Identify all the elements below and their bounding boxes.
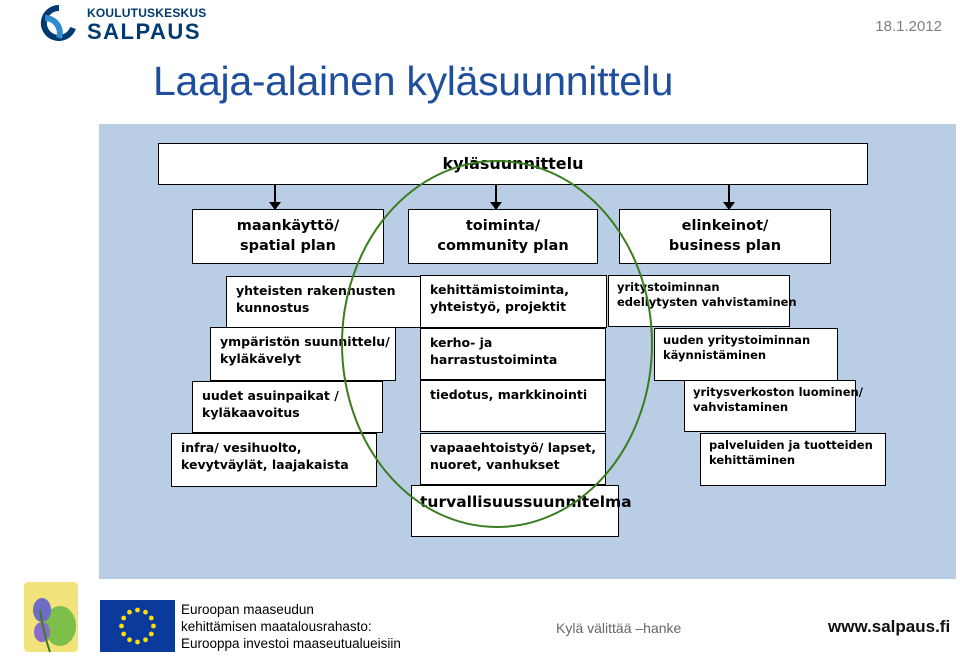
item-line: käynnistäminen (663, 348, 767, 362)
item-line: infra/ vesihuolto, (181, 440, 302, 455)
eu-flag-icon (100, 600, 175, 652)
item-line: yhteistyö, projektit (430, 299, 567, 314)
item-business-3 (684, 380, 863, 432)
item-line: yritysverkoston luominen/ (693, 385, 863, 399)
eu-text-line: kehittämisen maatalousrahasto: (181, 619, 372, 634)
item-line: ympäristön suunnittelu/ (220, 334, 390, 349)
item-line: vapaaehtoistyö/ lapset, (430, 440, 597, 455)
flower-icon (20, 580, 82, 654)
paijat-hame-logo (20, 580, 82, 654)
header-line: business plan (668, 238, 782, 254)
item-line: uuden yritystoiminnan (663, 333, 811, 347)
slide-date: 18.1.2012 (875, 18, 942, 35)
item-business-1 (608, 275, 797, 327)
header-line: maankäyttö/ (236, 218, 340, 234)
item-line: uudet asuinpaikat / (202, 388, 339, 403)
item-line: kunnostus (236, 300, 310, 315)
item-community-3 (420, 380, 606, 432)
item-line: edellytysten vahvistaminen (617, 295, 797, 309)
item-line: palveluiden ja tuotteiden (709, 438, 873, 452)
header-line: toiminta/ (465, 218, 541, 234)
item-line: kehittämistoiminta, (430, 282, 569, 297)
final-label: turvallisuussuunnitelma (420, 493, 632, 511)
header-spatial-plan (192, 209, 384, 264)
item-business-2 (654, 328, 838, 381)
item-line: harrastustoiminta (430, 352, 558, 367)
slide-title: Laaja-alainen kyläsuunnittelu (153, 58, 674, 104)
header-line: elinkeinot/ (681, 218, 769, 234)
item-spatial-3 (192, 381, 383, 433)
salpaus-logo (35, 4, 205, 42)
item-line: vahvistaminen (693, 400, 789, 414)
item-community-1 (420, 275, 607, 328)
top-label: kyläsuunnittelu (442, 154, 584, 173)
project-name: Kylä välittää –hanke (556, 620, 682, 636)
eu-text-line: Euroopan maaseudun (181, 602, 314, 617)
item-line: kyläkävelyt (220, 351, 301, 366)
item-line: kerho- ja (430, 335, 493, 350)
item-community-4 (420, 433, 606, 485)
website-link[interactable]: www.salpaus.fi (828, 617, 951, 636)
turvallisuussuunnitelma-box (411, 485, 632, 537)
item-line: kehittäminen (709, 453, 796, 467)
salpaus-swirl-icon (35, 4, 83, 42)
item-line: kevytväylät, laajakaista (181, 457, 349, 472)
item-business-4 (700, 433, 886, 486)
header-line: community plan (437, 238, 569, 254)
eu-text-line: Eurooppa investoi maaseutualueisiin (181, 636, 401, 651)
logo-big-text: SALPAUS (87, 19, 201, 44)
item-community-2 (420, 328, 606, 380)
kylasuunnittelu-box (158, 143, 868, 185)
eu-fund-text (181, 601, 401, 652)
eu-flag (100, 600, 175, 652)
header-line: spatial plan (240, 238, 336, 254)
header-community-plan (408, 209, 598, 264)
header-business-plan (619, 209, 831, 264)
item-spatial-4 (171, 433, 377, 487)
item-line: nuoret, vanhukset (430, 457, 560, 472)
item-line: kyläkaavoitus (202, 405, 300, 420)
item-spatial-1 (226, 276, 421, 328)
logo-small-text: KOULUTUSKESKUS (87, 6, 207, 20)
planning-diagram (99, 124, 956, 579)
item-line: yhteisten rakennusten (236, 283, 396, 298)
item-line: tiedotus, markkinointi (430, 387, 588, 402)
item-line: yritystoiminnan (617, 280, 720, 294)
item-spatial-2 (210, 327, 396, 381)
